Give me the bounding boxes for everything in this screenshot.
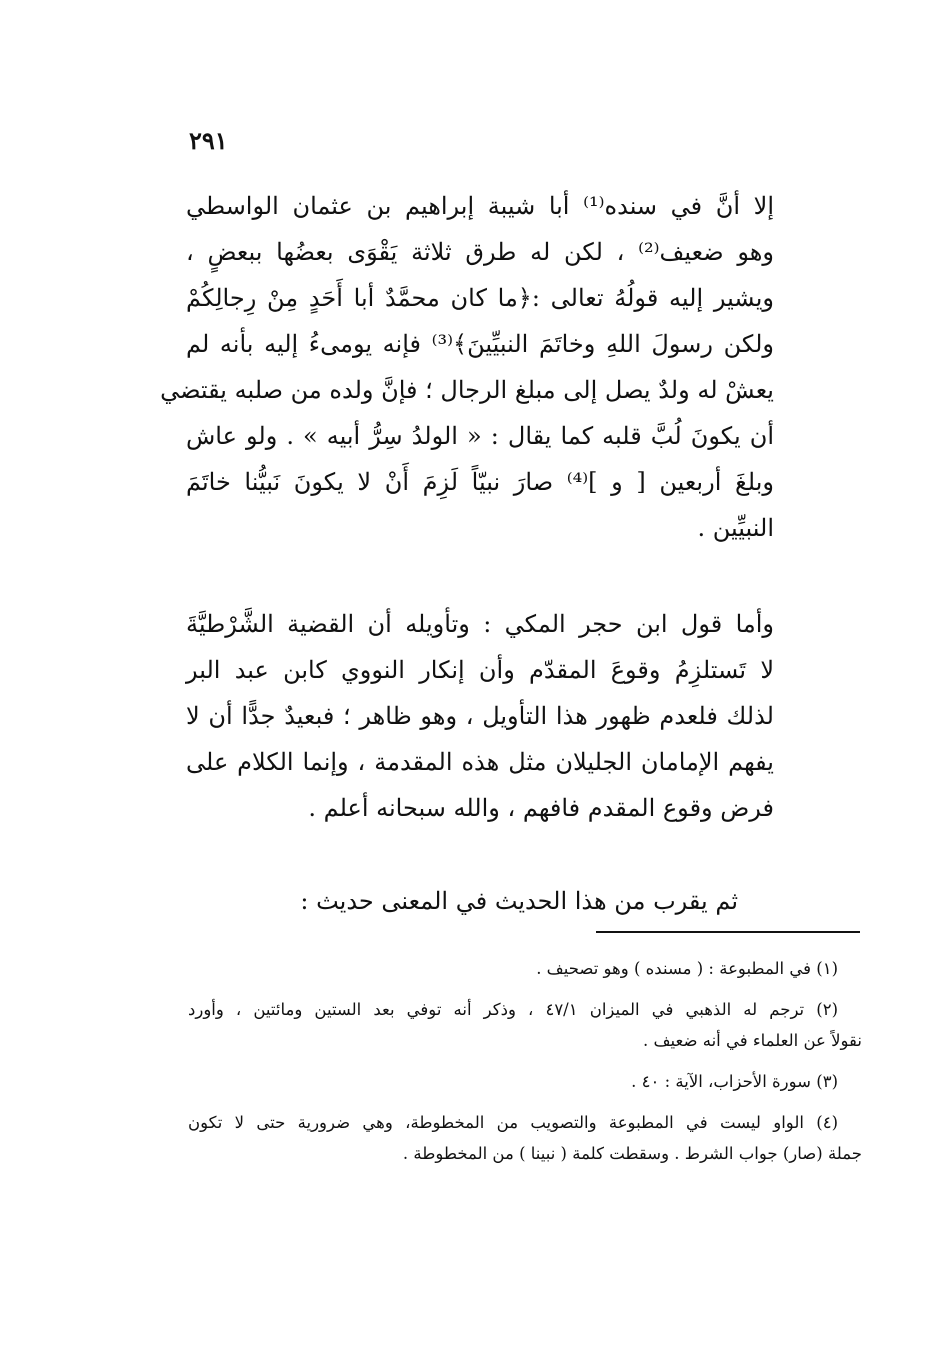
body-line: أن يكونَ لُبَّ قلبه كما يقال : « الولدُ سِرُّ أبيه » . ولو عاش bbox=[186, 422, 774, 450]
footnote-line: (١) في المطبوعة : ( مسنده ) وهو تصحيف . bbox=[536, 959, 838, 978]
body-line: وهو ضعيف⁽²⁾ ، لكن له طرق ثلاثة يَقْوَى بعضُها ببعضٍ ، bbox=[186, 238, 774, 266]
body-line: لا تَستلزِمُ وقوعَ المقدّم وأن إنكار النووي كابن عبد البر bbox=[186, 656, 774, 684]
footnote-separator bbox=[596, 931, 860, 933]
footnote-2 bbox=[188, 994, 862, 1056]
footnote-4 bbox=[188, 1107, 862, 1169]
body-line: وأما قول ابن حجر المكي : وتأويله أن القضية الشَّرْطيَّةَ bbox=[186, 610, 774, 638]
body-paragraph-1 bbox=[160, 183, 775, 551]
body-line: النبيِّين . bbox=[697, 514, 774, 542]
body-line: فرض وقوع المقدم فافهم ، والله سبحانه أعلم . bbox=[308, 794, 774, 822]
body-paragraph-2 bbox=[186, 601, 774, 831]
body-paragraph-3 bbox=[186, 878, 774, 924]
footnote-line: (٣) سورة الأحزاب، الآية : ٤٠ . bbox=[631, 1072, 838, 1091]
page-number: ٢٩١ bbox=[189, 126, 228, 155]
footnote-line: (٤) الواو ليست في المطبوعة والتصويب من المخطوطة، وهي ضرورية حتى لا تكون bbox=[188, 1113, 838, 1132]
footnote-3 bbox=[188, 1066, 862, 1097]
body-line: إلا أنَّ في سنده⁽¹⁾ أبا شيبة إبراهيم بن عثمان الواسطي bbox=[186, 192, 775, 220]
footnotes bbox=[188, 953, 862, 1179]
body-line: ولكن رسولَ اللهِ وخاتَمَ النبيِّينَ﴾⁽³⁾ فإنه يومىءُ إليه بأنه لم bbox=[186, 330, 774, 358]
body-line: لذلك فلعدم ظهور هذا التأويل ، وهو ظاهر ؛ فبعيدٌ جدًّا أن لا bbox=[186, 702, 774, 730]
footnote-line: (٢) ترجم له الذهبي في الميزان ٤٧/١ ، وذكر أنه توفي بعد الستين ومائتين ، وأورد bbox=[188, 1000, 838, 1019]
body-line: ثم يقرب من هذا الحديث في المعنى حديث : bbox=[300, 887, 738, 915]
body-line: يعشْ له ولدٌ يصل إلى مبلغ الرجال ؛ فإنَّ ولده من صلبه يقتضي bbox=[160, 376, 774, 404]
body-line: وبلغَ أربعين [ و ]⁽⁴⁾ صارَ نبيّاً لَزِمَ أَنْ لا يكونَ نَبيُّنا خاتَمَ bbox=[186, 468, 774, 496]
body-line: يفهم الإمامان الجليلان مثل هذه المقدمة ، وإنما الكلام على bbox=[186, 748, 774, 776]
footnote-1 bbox=[188, 953, 862, 984]
body-line: ويشير إليه قولُهُ تعالى :﴿ما كان محمَّدٌ أبا أَحَدٍ مِنْ رِجالِكُمْ bbox=[186, 284, 774, 312]
footnote-line: نقولاً عن العلماء في أنه ضعيف . bbox=[642, 1031, 862, 1050]
footnote-line: جملة (صار) جواب الشرط . وسقطت كلمة ( نبينا ) من المخطوطة . bbox=[402, 1144, 862, 1163]
